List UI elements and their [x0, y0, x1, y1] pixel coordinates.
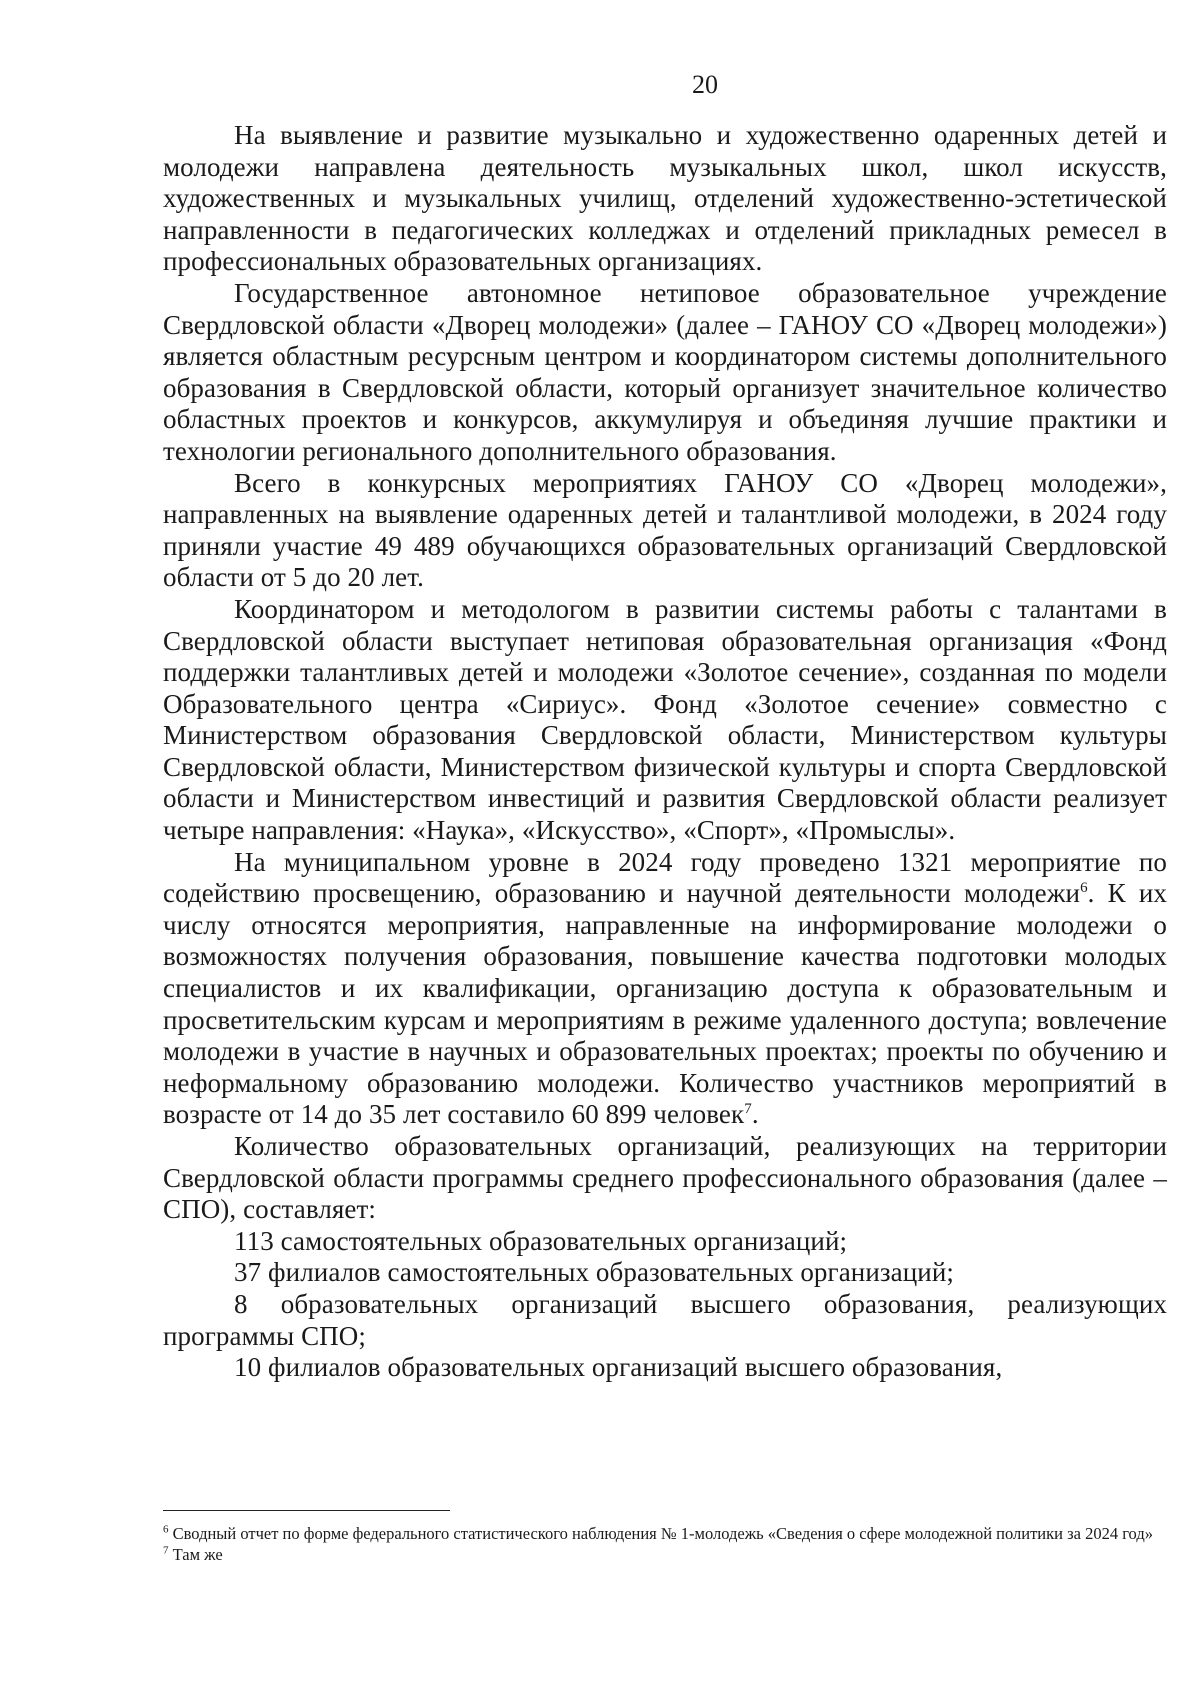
paragraph: Всего в конкурсных мероприятиях ГАНОУ СО «Дворец молодежи», направленных на выявление одаренных детей и талантливой молодежи, в 2024 году приняли участие 49 489 обучающихся образовательных организаций Свердловской области от 5 до 20 лет.	[163, 467, 1167, 593]
footnote-text: Там же	[168, 1545, 223, 1564]
footnote	[163, 1523, 1167, 1544]
footnote-number: 6	[163, 1523, 169, 1536]
paragraph-text: . К их числу относятся мероприятия, направленные на информирование молодежи о возможностях получения образования, повышение качества подготовки молодых специалистов и их квалификации, организацию доступа к образовательным и просветительским курсам и мероприятиям в режиме удаленного доступа; вовлечение молодежи в участие в научных и образовательных проектах; проекты по обучению и неформальному образованию молодежи. Количество участников мероприятий в возрасте от 14 до 35 лет составило 60 899 человек	[163, 878, 1168, 1130]
footnote-divider	[163, 1510, 450, 1511]
footnote-reference: 7	[744, 1101, 752, 1118]
paragraph: Координатором и методологом в развитии системы работы с талантами в Свердловской области выступает нетиповая образовательная организация «Фонд поддержки талантливых детей и молодежи «Золотое сечение», созданная по модели Образовательного центра «Сириус». Фонд «Золотое сечение» совместно с Министерством образования Свердловской области, Министерством культуры Свердловской области, Министерством физической культуры и спорта Свердловской области и Министерством инвестиций и развития Свердловской области реализует четыре направления: «Наука», «Искусство», «Спорт», «Промыслы».	[163, 593, 1167, 846]
paragraph-text: На муниципальном уровне в 2024 году проведено 1321 мероприятие по содействию просвещению, образованию и научной деятельности молодежи	[163, 846, 1167, 909]
paragraph-with-footnotes	[163, 847, 1167, 1131]
list-item: 37 филиалов самостоятельных образовательных организаций;	[234, 1257, 954, 1288]
page-number: 20	[692, 70, 718, 99]
paragraph: Государственное автономное нетиповое образовательное учреждение Свердловской области «Дворец молодежи» (далее – ГАНОУ СО «Дворец молодежи») является областным ресурсным центром и координатором системы дополнительного образования в Свердловской области, который организует значительное количество областных проектов и конкурсов, аккумулируя и объединяя лучшие практики и технологии регионального дополнительного образования.	[163, 277, 1167, 466]
body-text	[163, 120, 1167, 1384]
list-item: 113 самостоятельных образовательных организаций;	[234, 1225, 848, 1256]
footnote-number: 7	[163, 1544, 169, 1557]
paragraph: Количество образовательных организаций, реализующих на территории Свердловской области программы среднего профессионального образования (далее – СПО), составляет:	[163, 1131, 1167, 1225]
footnote-reference: 6	[1080, 880, 1088, 897]
footnote	[163, 1544, 1167, 1565]
footnote-text: Сводный отчет по форме федерального статистического наблюдения № 1-молодежь «Сведения о сфере молодежной политики за 2024 год»	[168, 1524, 1153, 1543]
list-item: 8 образовательных организаций высшего образования, реализующих программы СПО;	[163, 1288, 1167, 1351]
list-item: 10 филиалов образовательных организаций высшего образования,	[234, 1352, 1003, 1383]
paragraph: На выявление и развитие музыкально и художественно одаренных детей и молодежи направлена деятельность музыкальных школ, школ искусств, художественных и музыкальных училищ, отделений художественно-эстетической направленности в педагогических колледжах и отделений прикладных ремесел в профессиональных образовательных организациях.	[163, 120, 1167, 277]
footnotes	[163, 1523, 1167, 1565]
paragraph-text: .	[751, 1099, 759, 1130]
